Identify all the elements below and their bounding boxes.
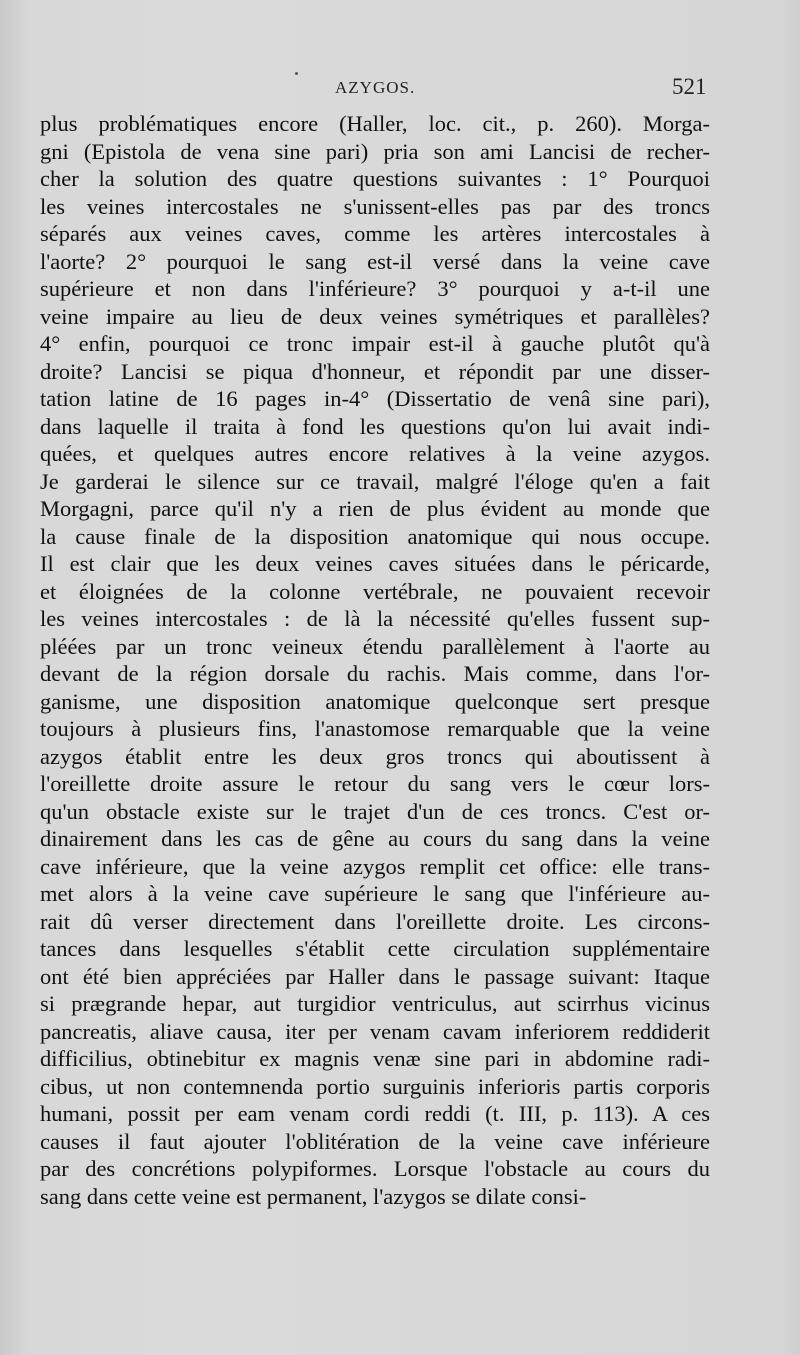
- text-line: Il est clair que les deux veines caves situées dans le péricarde,: [40, 551, 710, 576]
- text-line: cibus, ut non contemnenda portio surguinis inferioris partis corporis: [40, 1073, 710, 1099]
- text-line: gni (Epistola de vena sine pari) pria son ami Lancisi de recher-: [40, 138, 710, 164]
- text-line: ganisme, une disposition anatomique quelconque sert presque: [40, 688, 710, 714]
- text-line: toujours à plusieurs fins, l'anastomose remarquable que la veine: [40, 716, 710, 741]
- text-line: 4° enfin, pourquoi ce tronc impair est-il à gauche plutôt qu'à: [40, 331, 710, 356]
- text-line: Je garderai le silence sur ce travail, malgré l'éloge qu'en a fait: [40, 468, 710, 494]
- body-text: [40, 110, 710, 1210]
- text-line: pléées par un tronc veineux étendu parallèlement à l'aorte au: [40, 633, 710, 659]
- text-line: dinairement dans les cas de gêne au cours du sang dans la veine: [40, 826, 710, 851]
- text-line: devant de la région dorsale du rachis. Mais comme, dans l'or-: [40, 661, 710, 686]
- text-line: les veines intercostales ne s'unissent-elles pas par des troncs: [40, 193, 710, 219]
- text-line: si prægrande hepar, aut turgidior ventriculus, aut scirrhus vicinus: [40, 991, 710, 1016]
- text-line: supérieure et non dans l'inférieure? 3° pourquoi y a-t-il une: [40, 276, 710, 301]
- text-line: sang dans cette veine est permanent, l'azygos se dilate consi-: [40, 1183, 587, 1209]
- text-line: séparés aux veines caves, comme les artères intercostales à: [40, 221, 710, 246]
- text-line: pancreatis, aliave causa, iter per venam cavam inferiorem reddiderit: [40, 1018, 710, 1044]
- text-line: tances dans lesquelles s'établit cette circulation supplémentaire: [40, 936, 710, 961]
- text-line: met alors à la veine cave supérieure le sang que l'inférieure au-: [40, 881, 710, 906]
- text-line: l'oreillette droite assure le retour du sang vers le cœur lors-: [40, 771, 710, 796]
- running-title: AZYGOS.: [335, 78, 416, 97]
- text-line: dans laquelle il traita à fond les questions qu'on lui avait indi-: [40, 413, 710, 439]
- text-line: l'aorte? 2° pourquoi le sang est-il versé dans la veine cave: [40, 248, 710, 274]
- text-line: causes il faut ajouter l'oblitération de la veine cave inférieure: [40, 1128, 710, 1154]
- text-line: rait dû verser directement dans l'oreillette droite. Les circons-: [40, 908, 710, 934]
- text-line: cave inférieure, que la veine azygos remplit cet office: elle trans-: [40, 853, 710, 879]
- text-line: tation latine de 16 pages in-4° (Dissertatio de venâ sine pari),: [40, 386, 710, 411]
- text-line: par des concrétions polypiformes. Lorsque l'obstacle au cours du: [40, 1156, 710, 1181]
- text-line: ont été bien appréciées par Haller dans le passage suivant: Itaque: [40, 963, 710, 989]
- text-line: cher la solution des quatre questions suivantes : 1° Pourquoi: [40, 166, 710, 191]
- text-line: quées, et quelques autres encore relatives à la veine azygos.: [40, 441, 710, 466]
- text-line: difficilius, obtinebitur ex magnis venæ sine pari in abdomine radi-: [40, 1046, 710, 1071]
- text-line: veine impaire au lieu de deux veines symétriques et parallèles?: [40, 303, 710, 329]
- text-line: azygos établit entre les deux gros troncs qui aboutissent à: [40, 743, 710, 769]
- text-line: droite? Lancisi se piqua d'honneur, et répondit par une disser-: [40, 358, 710, 384]
- text-line: les veines intercostales : de là la nécessité qu'elles fussent sup-: [40, 606, 710, 631]
- text-line: humani, possit per eam venam cordi reddi (t. III, p. 113). A ces: [40, 1101, 710, 1126]
- page-number: 521: [672, 74, 707, 99]
- text-line: et éloignées de la colonne vertébrale, ne pouvaient recevoir: [40, 578, 710, 604]
- page-header: [0, 74, 800, 104]
- text-line: la cause finale de la disposition anatomique qui nous occupe.: [40, 523, 710, 549]
- text-line: plus problématiques encore (Haller, loc. cit., p. 260). Morga-: [40, 111, 710, 136]
- text-line: Morgagni, parce qu'il n'y a rien de plus évident au monde que: [40, 496, 710, 521]
- text-line: qu'un obstacle existe sur le trajet d'un de ces troncs. C'est or-: [40, 798, 710, 824]
